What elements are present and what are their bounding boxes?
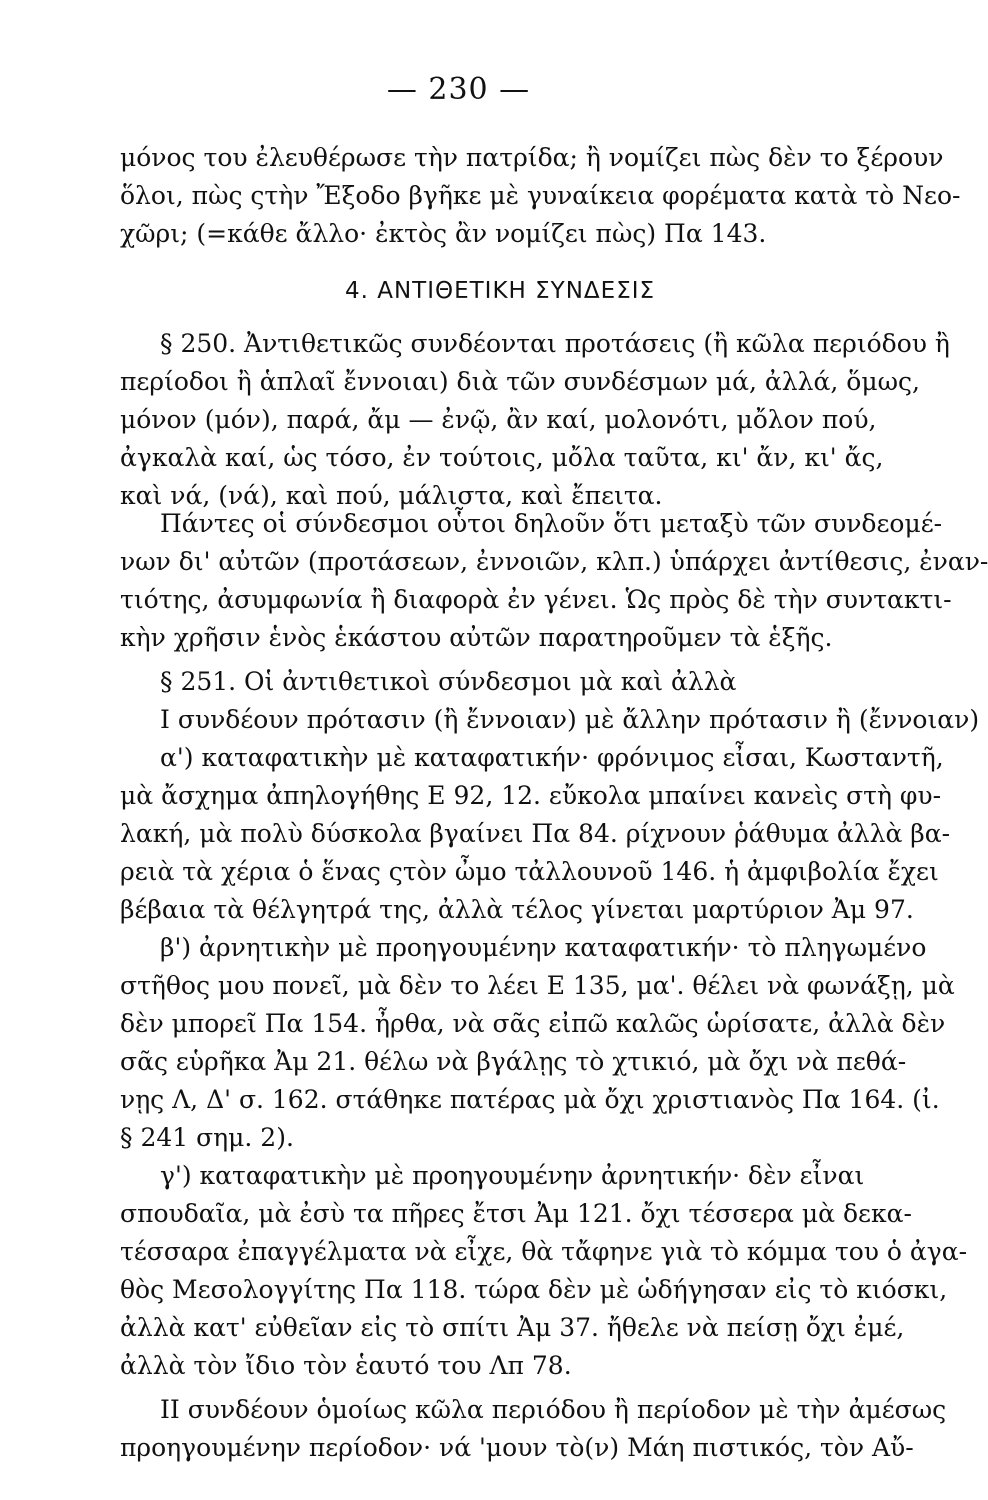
text-line: κὴν χρῆσιν ἑνὸς ἑκάστου αὐτῶν παρατηροῦμεν τὰ ἑξῆς. [120,623,833,652]
text-line: β') ἀρνητικὴν μὲ προηγουμένην καταφατικήν· τὸ πληγωμένο [160,933,927,962]
paragraph-start-line: II συνδέουν ὁμοίως κῶλα περιόδου ἢ περίοδον μὲ τὴν ἀμέσως [160,1395,947,1424]
body-text [120,0,988,1500]
text-line: ἀλλὰ κατ' εὐθεῖαν εἰς τὸ σπίτι Ἀμ 37. ἤθελε νὰ πείσῃ ὄχι ἐμέ, [120,1313,905,1342]
text-line: μὰ ἄσχημα ἀπηλογήθης Ε 92, 12. εὔκολα μπαίνει κανεὶς στὴ φυ- [120,781,942,810]
text-line: α') καταφατικὴν μὲ καταφατικήν· φρόνιμος εἶσαι, Κωσταντῆ, [160,743,944,772]
paragraph-start-line: Πάντες οἱ σύνδεσμοι οὗτοι δηλοῦν ὅτι μεταξὺ τῶν συνδεομέ- [160,509,943,538]
text-line: ἀγκαλὰ καί, ὡς τόσο, ἐν τούτοις, μὄλα ταῦτα, κι' ἄν, κι' ἄς, [120,443,884,472]
text-line: γ') καταφατικὴν μὲ προηγουμένην ἀρνητικήν· δὲν εἶναι [160,1161,865,1190]
text-line: περίοδοι ἢ ἁπλαῖ ἔννοιαι) διὰ τῶν συνδέσμων μά, ἀλλά, ὅμως, [120,367,920,396]
text-line: νων δι' αὐτῶν (προτάσεων, ἐννοιῶν, κλπ.) ὑπάρχει ἀντίθεσις, ἐναν- [120,547,988,576]
text-line: ἀλλὰ τὸν ἴδιο τὸν ἑαυτό του Λπ 78. [120,1351,572,1380]
text-line: ὅλοι, πὼς ςτὴν Ἔξοδο βγῆκε μὲ γυναίκεια φορέματα κατὰ τὸ Νεο- [120,181,961,210]
text-line: προηγουμένην περίοδον· νά 'μουν τὸ(ν) Μάη πιστικός, τὸν Αὔ- [120,1433,914,1462]
text-line: τιότης, ἀσυμφωνία ἢ διαφορὰ ἐν γένει. Ὡς πρὸς δὲ τὴν συντακτι- [120,585,952,614]
text-line: τέσσαρα ἐπαγγέλματα νὰ εἶχε, θὰ τἄφηνε γιὰ τὸ κόμμα του ὁ ἀγα- [120,1237,968,1266]
text-line: καὶ νά, (νά), καὶ πού, μάλιστα, καὶ ἔπειτα. [120,481,663,510]
text-line: μόνον (μόν), παρά, ἄμ — ἐνῷ, ἂν καί, μολονότι, μὄλον πού, [120,405,877,434]
text-line: σᾶς εὑρῆκα Ἀμ 21. θέλω νὰ βγάλῃς τὸ χτικιό, μὰ ὄχι νὰ πεθά- [120,1047,907,1076]
text-line: χῶρι; (=κάθε ἄλλο· ἐκτὸς ἂν νομίζει πὼς) Πα 143. [120,219,767,248]
text-line: θὸς Μεσολογγίτης Πα 118. τώρα δὲν μὲ ὡδήγησαν εἰς τὸ κιόσκι, [120,1275,948,1304]
text-line: μόνος του ἐλευθέρωσε τὴν πατρίδα; ἢ νομίζει πὼς δὲν το ξέρουν [120,143,944,172]
page-number: — 230 — [386,72,531,107]
text-line: νῃς Λ, Δ' σ. 162. στάθηκε πατέρας μὰ ὄχι χριστιανὸς Πα 164. (ἰ. [120,1085,940,1114]
text-line: βέβαια τὰ θέλγητρά της, ἀλλὰ τέλος γίνεται μαρτύριον Ἀμ 97. [120,895,914,924]
section-heading: 4. ΑΝΤΙΘΕΤΙΚΗ ΣΥΝΔΕΣΙΣ [344,278,656,304]
text-line: λακή, μὰ πολὺ δύσκολα βγαίνει Πα 84. ρίχνουν ῥάθυμα ἀλλὰ βα- [120,819,951,848]
text-line: σπουδαῖα, μὰ ἐσὺ τα πῆρες ἔτσι Ἀμ 121. ὄχι τέσσερα μὰ δεκα- [120,1199,912,1228]
text-line: στῆθος μου πονεῖ, μὰ δὲν το λέει Ε 135, μα'. θέλει νὰ φωνάξῃ, μὰ [120,971,955,1000]
text-line: I συνδέουν πρότασιν (ἢ ἔννοιαν) μὲ ἄλλην πρότασιν ἢ (ἔννοιαν) [160,705,980,734]
text-line: § 241 σημ. 2). [120,1123,294,1152]
paragraph-start-line: § 251. Οἱ ἀντιθετικοὶ σύνδεσμοι μὰ καὶ ἀλλὰ [160,667,737,696]
text-line: δὲν μπορεῖ Πα 154. ἦρθα, νὰ σᾶς εἰπῶ καλῶς ὡρίσατε, ἀλλὰ δὲν [120,1009,946,1038]
text-line: ρειὰ τὰ χέρια ὁ ἕνας ςτὸν ὦμο τἀλλουνοῦ 146. ἡ ἀμφιβολία ἔχει [120,857,939,886]
paragraph-start-line: § 250. Ἀντιθετικῶς συνδέονται προτάσεις (ἢ κῶλα περιόδου ἢ [160,329,950,358]
